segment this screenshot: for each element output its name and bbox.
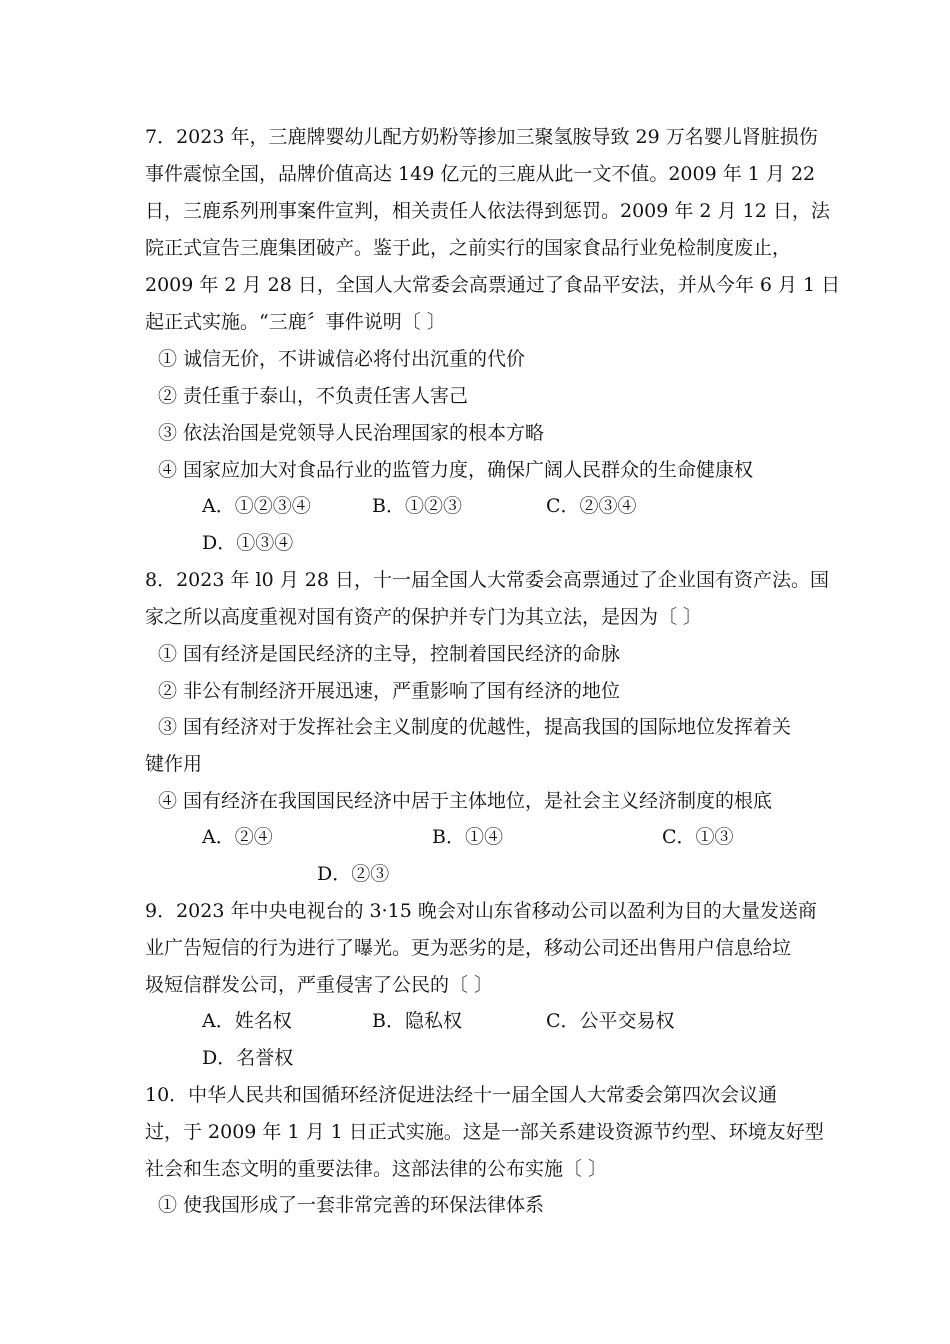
q10-line-3: 社会和生态文明的重要法律。这部法律的公布实施〔 〕 — [145, 1158, 608, 1180]
q8-option-a[interactable]: A．②④ — [202, 826, 273, 848]
q9-line-3: 圾短信群发公司，严重侵害了公民的〔 〕 — [145, 974, 494, 996]
q7-option-b[interactable]: B．①②③ — [372, 495, 462, 517]
q8-statement-3: ③ 国有经济对于发挥社会主义制度的优越性，提高我国的国际地位发挥着关 — [158, 716, 792, 738]
q8-statement-2: ② 非公有制经济开展迅速，严重影响了国有经济的地位 — [158, 680, 621, 702]
q10-line-1: 10．中华人民共和国循环经济促进法经十一届全国人大常委会第四次会议通 — [145, 1084, 778, 1106]
q8-option-d[interactable]: D．②③ — [317, 863, 390, 885]
q9-option-d[interactable]: D．名誉权 — [202, 1047, 294, 1069]
q7-option-d[interactable]: D．①③④ — [202, 532, 294, 554]
q9-option-c[interactable]: C．公平交易权 — [546, 1010, 675, 1032]
q7-option-a[interactable]: A．①②③④ — [202, 495, 311, 517]
q7-line-3: 日，三鹿系列刑事案件宣判，相关责任人依法得到惩罚。2009 年 2 月 12 日，法 — [145, 200, 830, 222]
q7-option-c[interactable]: C．②③④ — [546, 495, 637, 517]
q7-line-1: 7．2023 年，三鹿牌婴幼儿配方奶粉等掺加三聚氢胺导致 29 万名婴儿肾脏损伤 — [145, 126, 818, 148]
q8-statement-4: ④ 国有经济在我国国民经济中居于主体地位，是社会主义经济制度的根底 — [158, 790, 773, 812]
q9-option-b[interactable]: B．隐私权 — [372, 1010, 462, 1032]
q7-statement-1: ① 诚信无价，不讲诚信必将付出沉重的代价 — [158, 348, 526, 370]
q10-statement-1: ① 使我国形成了一套非常完善的环保法律体系 — [158, 1194, 545, 1216]
q7-statement-4: ④ 国家应加大对食品行业的监管力度，确保广阔人民群众的生命健康权 — [158, 459, 754, 481]
q8-statement-1: ① 国有经济是国民经济的主导，控制着国民经济的命脉 — [158, 643, 621, 665]
q8-line-1: 8．2023 年 l0 月 28 日，十一届全国人大常委会高票通过了企业国有资产法。国 — [145, 569, 829, 591]
q8-option-c[interactable]: C．①③ — [662, 826, 734, 848]
q9-line-2: 业广告短信的行为进行了曝光。更为恶劣的是，移动公司还出售用户信息给垃 — [145, 937, 792, 959]
q7-line-2: 事件震惊全国，品牌价值高达 149 亿元的三鹿从此一文不值。2009 年 1 月 22 — [145, 163, 816, 185]
q7-line-4: 院正式宣告三鹿集团破产。鉴于此，之前实行的国家食品行业免检制度废止， — [145, 237, 792, 259]
q9-line-1: 9．2023 年中央电视台的 3·15 晚会对山东省移动公司以盈利为目的大量发送商 — [145, 900, 817, 922]
q10-line-2: 过，于 2009 年 1 月 1 日正式实施。这是一部关系建设资源节约型、环境友好型 — [145, 1121, 824, 1143]
q7-line-5: 2009 年 2 月 28 日，全国人大常委会高票通过了食品平安法，并从今年 6 月 1 日 — [145, 274, 841, 296]
q8-statement-3-cont: 键作用 — [145, 753, 203, 775]
q9-option-a[interactable]: A．姓名权 — [202, 1010, 292, 1032]
q7-statement-2: ② 责任重于泰山，不负责任害人害己 — [158, 385, 469, 407]
q7-line-6: 起正式实施。“三鹿〞事件说明〔 〕 — [145, 311, 446, 333]
q8-line-2: 家之所以高度重视对国有资产的保护并专门为其立法，是因为〔 〕 — [145, 606, 703, 628]
q8-option-b[interactable]: B．①④ — [432, 826, 503, 848]
q7-statement-3: ③ 依法治国是党领导人民治理国家的根本方略 — [158, 422, 545, 444]
